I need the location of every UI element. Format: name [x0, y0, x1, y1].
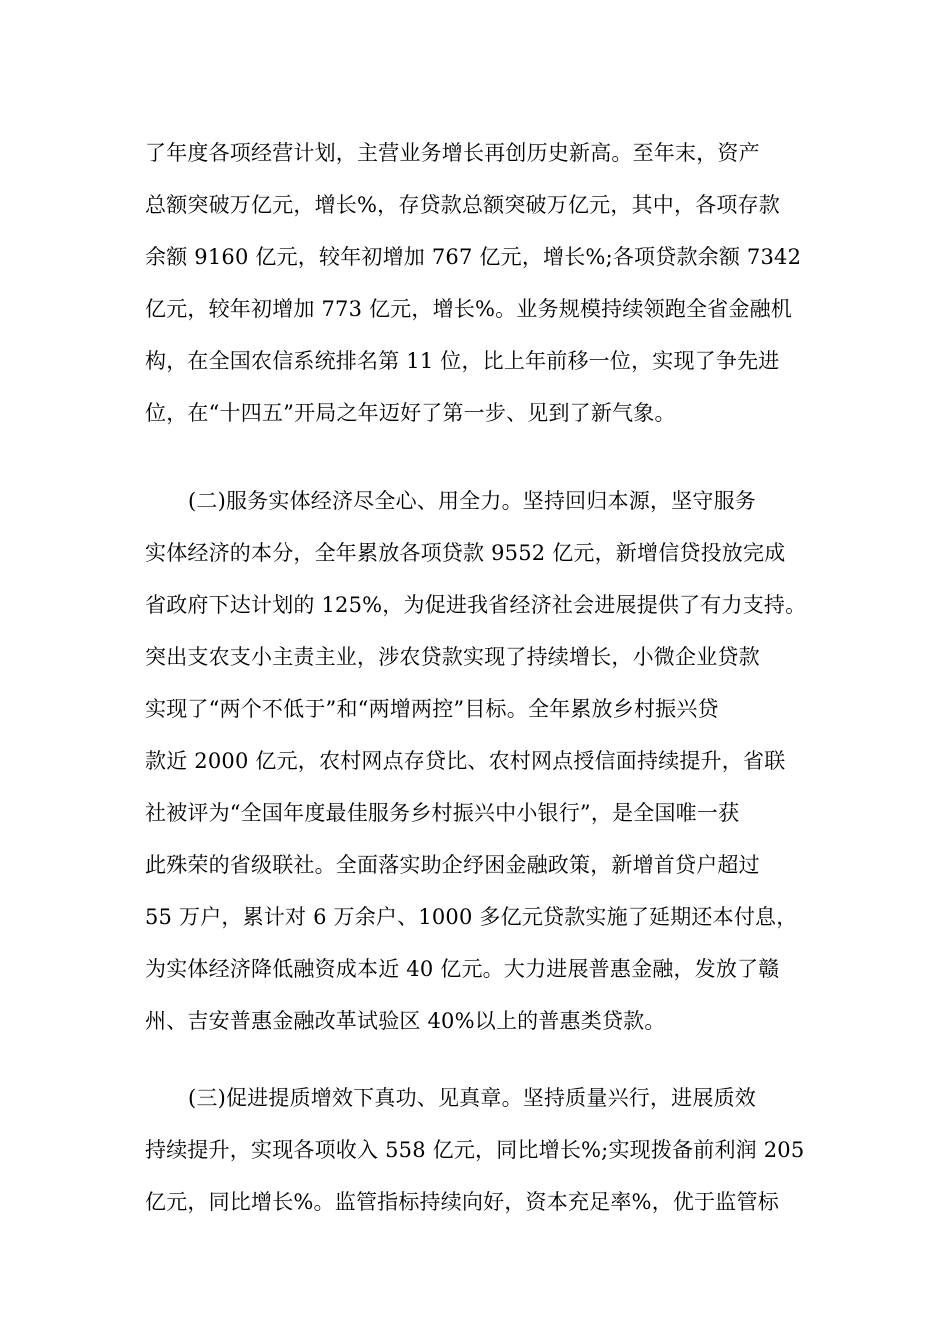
paragraph-quality-efficiency: [145, 1072, 810, 1228]
text-line: 了年度各项经营计划，主营业务增长再创历史新高。至年末，资产: [145, 141, 760, 165]
text-line: 为实体经济降低融资成本近 40 亿元。大力进展普惠金融，发放了赣: [145, 957, 780, 981]
text-line: 构，在全国农信系统排名第 11 位，比上年前移一位，实现了争先进: [145, 349, 780, 373]
text-line: 突出支农支小主责主业，涉农贷款实现了持续增长，小微企业贷款: [145, 645, 760, 669]
text-line: 州、吉安普惠金融改革试验区 40%以上的普惠类贷款。: [145, 1009, 666, 1033]
text-line: 实现了“两个不低于”和“两增两控”目标。全年累放乡村振兴贷: [145, 697, 719, 721]
text-line: 款近 2000 亿元，农村网点存贷比、农村网点授信面持续提升，省联: [145, 749, 786, 773]
text-line: 余额 9160 亿元，较年初增加 767 亿元，增长%;各项贷款余额 7342: [145, 245, 802, 269]
text-line: 亿元，较年初增加 773 亿元，增长%。业务规模持续领跑全省金融机: [145, 297, 792, 321]
text-line: 亿元，同比增长%。监管指标持续向好，资本充足率%，优于监管标: [145, 1190, 779, 1214]
text-line: 此殊荣的省级联社。全面落实助企纾困金融政策，新增首贷户超过: [145, 853, 760, 877]
section-heading-line: (二)服务实体经济尽全心、用全力。坚持回归本源，坚守服务: [188, 489, 756, 513]
text-line: 总额突破万亿元，增长%，存贷款总额突破万亿元，其中，各项存款: [145, 193, 780, 217]
paragraph-serve-real-economy: [145, 475, 810, 1047]
text-line: 实体经济的本分，全年累放各项贷款 9552 亿元，新增信贷投放完成: [145, 541, 786, 565]
text-line: 持续提升，实现各项收入 558 亿元，同比增长%;实现拨备前利润 205: [145, 1138, 805, 1162]
text-line: 社被评为“全国年度最佳服务乡村振兴中小银行”，是全国唯一获: [145, 801, 740, 825]
text-line: 位，在“十四五”开局之年迈好了第一步、见到了新气象。: [145, 401, 676, 425]
text-line: 省政府下达计划的 125%，为促进我省经济社会进展提供了有力支持。: [145, 593, 807, 617]
paragraph-business-growth: [145, 127, 810, 439]
section-heading-line: (三)促进提质增效下真功、见真章。坚持质量兴行，进展质效: [188, 1086, 756, 1110]
text-line: 55 万户，累计对 6 万余户、1000 多亿元贷款实施了延期还本付息，: [145, 905, 798, 929]
